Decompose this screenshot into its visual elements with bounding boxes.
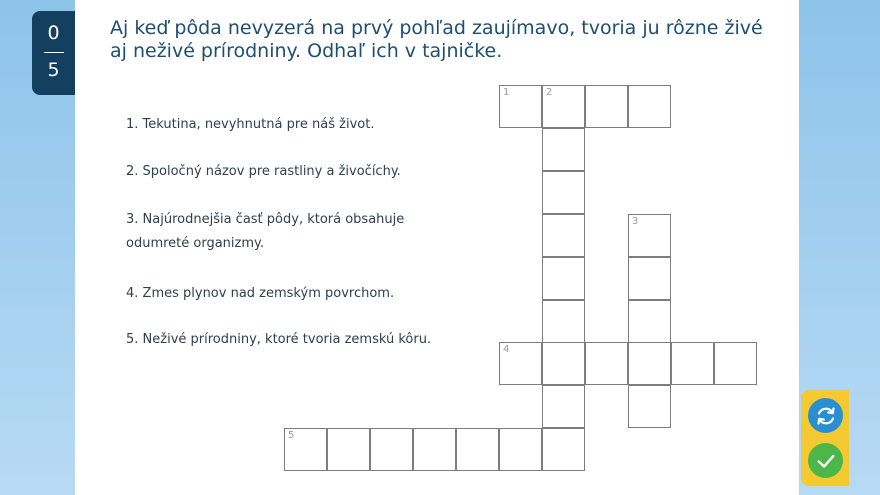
cell-5-2[interactable] bbox=[327, 428, 370, 471]
cell-4-2[interactable] bbox=[542, 342, 585, 385]
cell-1-2[interactable] bbox=[542, 85, 585, 128]
cell-2-4[interactable] bbox=[542, 214, 585, 257]
check-button[interactable] bbox=[808, 443, 843, 478]
clue-4 bbox=[126, 282, 486, 306]
cell-5-3[interactable] bbox=[370, 428, 413, 471]
clue-2 bbox=[126, 160, 486, 184]
cell-4-4[interactable] bbox=[628, 342, 671, 385]
clue-5-text: 5. Neživé prírodniny, ktoré tvoria zemskú kôru. bbox=[126, 332, 432, 347]
question-text: Aj keď pôda nevyzerá na prvý pohľad zaujímavo, tvoria ju rôzne živé aj neživé prírodniny. Odhaľ ich v tajničke. bbox=[110, 17, 763, 62]
cell-3-5[interactable] bbox=[628, 385, 671, 428]
cell-3-2[interactable] bbox=[628, 257, 671, 300]
cell-2-5[interactable] bbox=[542, 257, 585, 300]
cell-4-5[interactable] bbox=[671, 342, 714, 385]
cell-5-4[interactable] bbox=[413, 428, 456, 471]
cell-1-4[interactable] bbox=[628, 85, 671, 128]
refresh-icon bbox=[814, 404, 838, 428]
refresh-button[interactable] bbox=[808, 398, 843, 433]
clue-1-text: 1. Tekutina, nevyhnutná pre náš život. bbox=[126, 117, 375, 132]
clue-1 bbox=[126, 113, 486, 137]
clue-3 bbox=[126, 208, 486, 256]
cell-4-3[interactable] bbox=[585, 342, 628, 385]
score-divider bbox=[44, 52, 64, 53]
clue-3-text-cont: odumreté organizmy. bbox=[126, 236, 264, 251]
score-total: 5 bbox=[47, 59, 60, 81]
cell-4-1[interactable] bbox=[499, 342, 542, 385]
cell-3-3[interactable] bbox=[628, 300, 671, 343]
cell-2-3[interactable] bbox=[542, 171, 585, 214]
cell-2-2[interactable] bbox=[542, 128, 585, 171]
cell-5-1[interactable] bbox=[284, 428, 327, 471]
cell-2-8[interactable] bbox=[542, 385, 585, 428]
cell-5-6[interactable] bbox=[499, 428, 542, 471]
cell-4-6[interactable] bbox=[714, 342, 757, 385]
action-panel bbox=[801, 390, 849, 486]
clue-3-text: 3. Najúrodnejšia časť pôdy, ktorá obsahuje bbox=[126, 212, 405, 227]
cell-number-3: 3 bbox=[632, 216, 639, 227]
cell-number-1: 1 bbox=[503, 87, 510, 98]
clue-2-text: 2. Spoločný názov pre rastliny a živočíchy. bbox=[126, 164, 401, 179]
cell-5-5[interactable] bbox=[456, 428, 499, 471]
cell-3-1[interactable] bbox=[628, 214, 671, 257]
score-badge bbox=[32, 11, 75, 95]
cell-number-4: 4 bbox=[503, 344, 510, 355]
cell-number-2: 2 bbox=[546, 87, 553, 98]
cell-number-5: 5 bbox=[288, 430, 295, 441]
clue-4-text: 4. Zmes plynov nad zemským povrchom. bbox=[126, 286, 395, 301]
cell-1-1[interactable] bbox=[499, 85, 542, 128]
cell-5-7[interactable] bbox=[542, 428, 585, 471]
clue-5 bbox=[126, 328, 486, 352]
score-current: 0 bbox=[47, 22, 60, 44]
cell-1-3[interactable] bbox=[585, 85, 628, 128]
check-icon bbox=[815, 450, 837, 472]
cell-2-6[interactable] bbox=[542, 300, 585, 343]
